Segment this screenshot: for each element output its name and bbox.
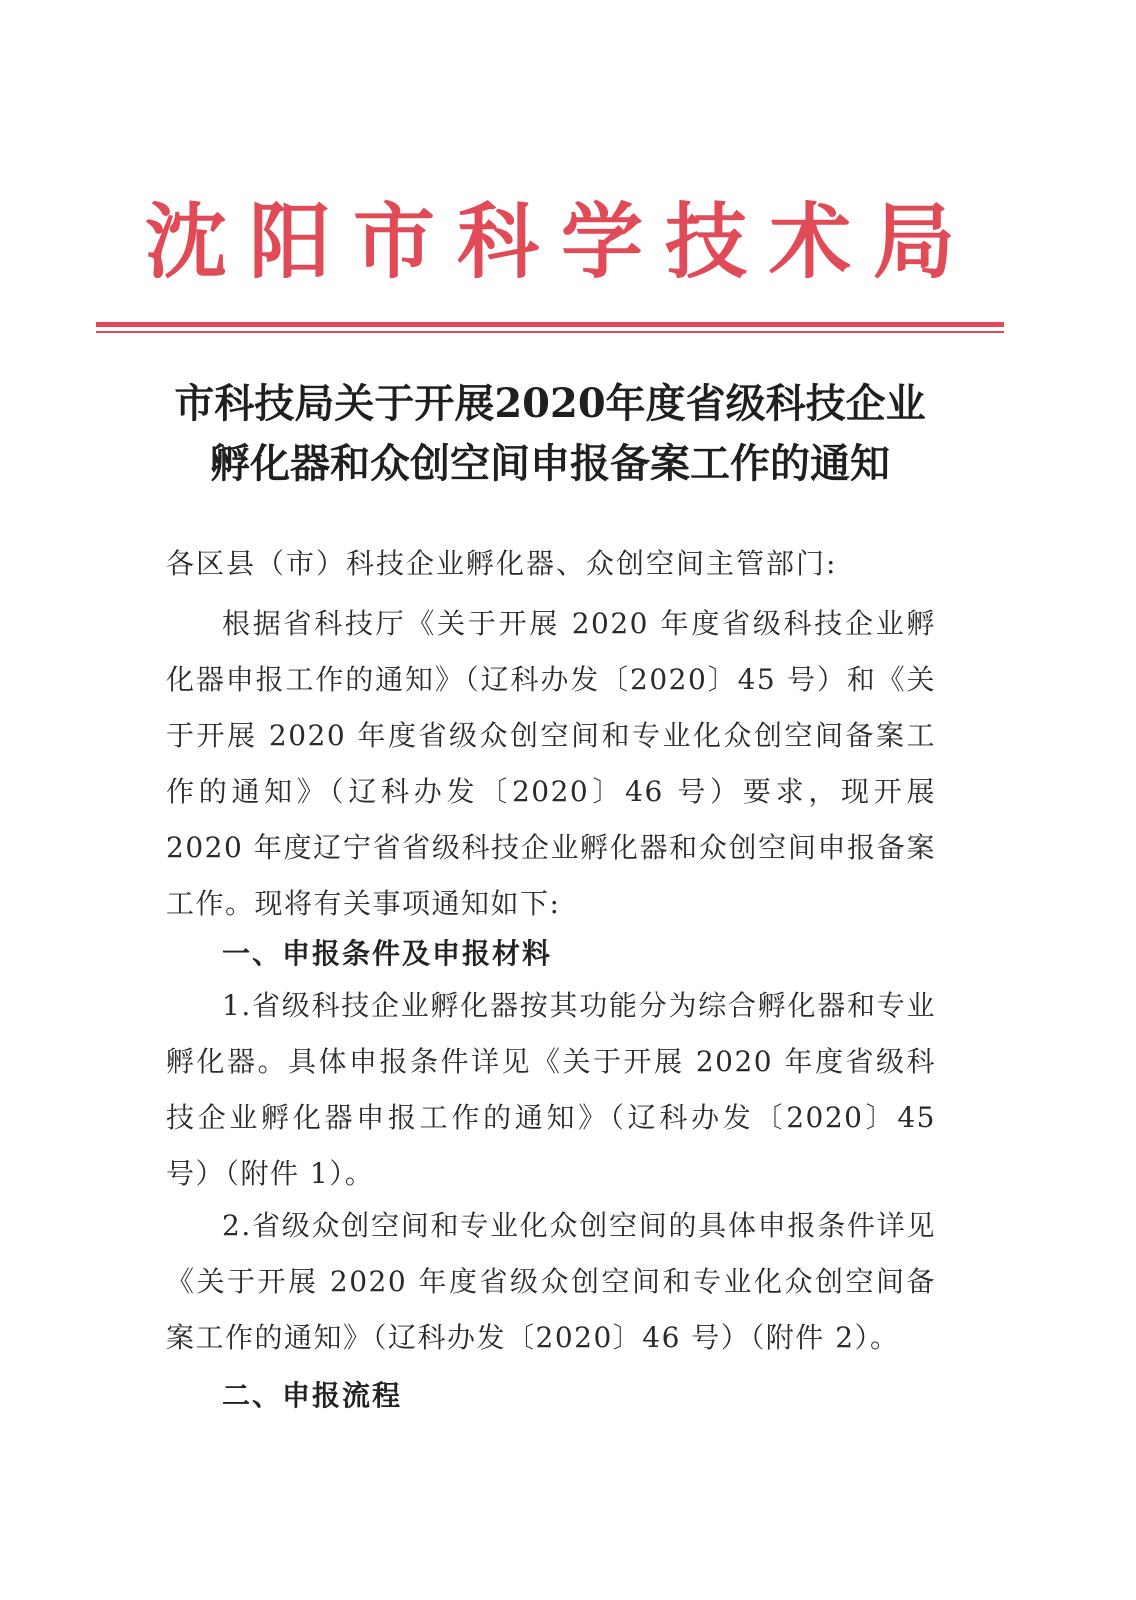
section-heading-2: 二、申报流程 <box>222 1379 403 1412</box>
document-title-line-1: 市科技局关于开展2020年度省级科技企业 <box>174 380 926 427</box>
document-title-line-2: 孵化器和众创空间申报备案工作的通知 <box>210 440 890 487</box>
letterhead-rule-thin <box>96 331 1004 333</box>
document-title <box>96 374 1004 494</box>
intro-paragraph: 根据省科技厅《关于开展 2020 年度省级科技企业孵化器申报工作的通知》（辽科办发〔2020〕45 号）和《关于开展 2020 年度省级众创空间和专业化众创空间备案工作的通知》（辽科办发〔2020〕46 号）要求，现开展 2020 年度辽宁省省级科技企业孵化器和众创空间申报备案工作。现将有关事项通知如下: <box>166 607 936 920</box>
condition-item-1: 1.省级科技企业孵化器按其功能分为综合孵化器和专业孵化器。具体申报条件详见《关于开展 2020 年度省级科技企业孵化器申报工作的通知》（辽科办发〔2020〕45 号）（附件 1）。 <box>166 989 936 1190</box>
salutation: 各区县（市）科技企业孵化器、众创空间主管部门: <box>166 547 838 580</box>
section-heading-1: 一、申报条件及申报材料 <box>222 937 553 970</box>
letterhead-rule-thick <box>96 322 1004 327</box>
condition-item-2: 2.省级众创空间和专业化众创空间的具体申报条件详见《关于开展 2020 年度省级众创空间和专业化众创空间备案工作的通知》（辽科办发〔2020〕46 号）（附件 2）。 <box>166 1209 936 1354</box>
agency-name: 沈阳市科学技术局 <box>144 195 977 290</box>
letterhead <box>96 188 1004 298</box>
